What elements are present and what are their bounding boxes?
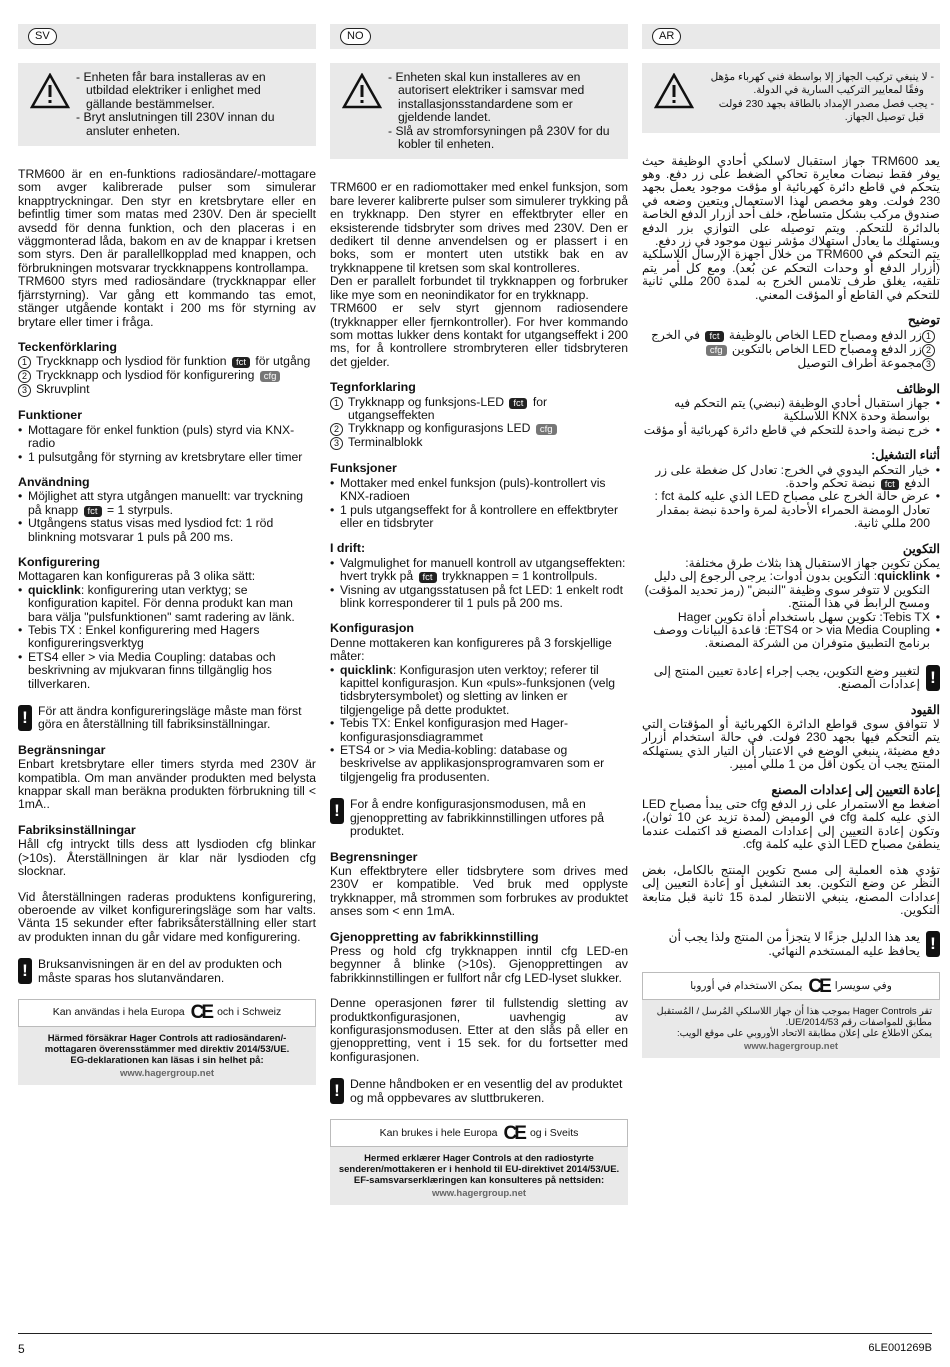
legend-item: 2 زر الدفع ومصباح LED الخاص بالتكوين cfg [642,343,940,357]
usage-item: • Möjlighet att styra utgången manuellt: var tryckning på knapp fct = 1 styrpuls. [18,490,316,517]
ce-mark-icon: CE [808,975,829,997]
usage-item: • عرض حالة الخرج على مصباح LED الذي عليه كلمة fct : تعادل الومضة الحمراء الأحادية لمرة واحدة نبضة بمقدار 200 مللي ثانية. [642,490,940,530]
column-no [330,24,628,1205]
exclamation-icon: ! [926,665,940,691]
fct-badge: fct [232,357,250,368]
factory-text: Vid återställningen raderas produktens konfigurering, oberoende av vilket konfigureringsläge som har valts. Vänta 15 sekunder efter fabriksåterställning eller start av produkten innan du går vidare med konfigurering. [18,889,316,944]
intro-text: يتم التحكم في TRM600 من خلال أجهزة الإرسال اللاسلكية (أزرار الدفع أو وحدات التحكم عن بُعد). ومع كل أمر يتم تلقيه، يغلق طرف تلامس الخرج به لمدة 200 مللي ثانية للتحكم في القاطع أو المؤقت المعني. [642,247,941,302]
factory-title: Gjenoppretting av fabrikkinnstilling [330,929,539,944]
ce-mark-icon: CE [503,1122,524,1144]
warning-triangle-icon [654,73,694,109]
legend-item: 1 Trykknapp og funksjons-LED fct for utgangseffekten [330,396,628,423]
legend-title: توضيح [907,313,940,328]
factory-text: Press og hold cfg trykknappen inntil cfg LED-en begynner å blinke (>10s). Gjenopprettingen av fabrikkinnstillingen er fullfort når cfg LED-lyset slukker. [330,943,628,985]
limits-text: Enbart kretsbrytare eller timers styrda med 230V är kompatibla. Om man använder produkten med belysta knappar skall man beräkna produkten förbrukning till < 1mA.. [18,757,316,812]
language-pill: SV [28,28,57,45]
config-intro: Mottagaren kan konfigureras på 3 olika sätt: [18,569,256,584]
intro-text: TRM600 er en radiomottaker med enkel funksjon, som bare leverer kalibrerte pulser som simulerer trykking på en trykknapp. Den styrer en effektbryter eller en eksisterende tidsbryter som drives med 230V. Den er dedikert til denne anvendelsen og er plassert i en boks, som er montert uten utstikk bak en av trykknappene til kretsen som skal kontrolleres. [330,180,628,275]
usage-item: • Visning av utgangsstatusen på fct LED: 1 enkelt rodt blink korresponderer til 1 puls på 200 ms. [330,584,628,611]
usage-title: Användning [18,474,90,489]
usage-item: • خيار التحكم اليدوي في الخرج: تعادل كل ضغطة على زر الدفع fct نبضة تحكم واحدة. [642,464,940,491]
quicklink-logo: quicklink [28,582,81,597]
quicklink-logo: quicklink [877,569,930,584]
factory-text: Denne operasjonen fører til fullstendig sletting av produktkonfigurasjonen, uavhengig av konfigurasjonsmodusen. Etter at den slås på eller en gjenoppretting, vent i 15 sek. for du fortsetter med konfigurasjonen. [330,996,628,1064]
intro-text: TRM600 er selv styrt gjennom radiosendere (trykknapper eller fjernkontroller). For hver kommando som mottas lukker dens kontakt for utgangseffekt i 200 ms, for å kontrollere strombryteren eller tidsbryteren det gjelder. [330,301,628,369]
usage-item: • Utgångens status visas med lysdiod fct: 1 röd blinkning motsvarar 1 puls på 200 ms. [18,517,316,544]
legend-item: 1 زر الدفع ومصباح LED الخاص بالوظيفة fct في الخرج [642,329,940,343]
note: ! يعد هذا الدليل جزءًا لا يتجزأ من المنتج ولذا يجب أن يحافظ عليه المستخدم النهائي. [642,931,940,958]
warning-box [18,63,316,146]
config-intro: يمكن تكوين جهاز الاستقبال هذا بثلاث طرق مختلفة: [685,555,940,570]
warning-triangle-icon [30,73,70,109]
config-item: • quicklink: Konfigurasjon uten verktoy; referer til kapittel konfigurasjon. Kun «puls»-funksjonen (velg tidsbrytersymbolet) og sletting av linken er tilgjengelige på dette produktet. [330,664,628,718]
legend [18,355,316,397]
intro-text: Den er parallelt forbundet til trykknappen og forbruker like mye som en neonindikator for en trykknapp. [330,274,628,302]
functions-title: Funktioner [18,408,83,423]
limits-title: Begränsningar [18,742,106,757]
legend-title: Teckenförklaring [18,339,117,354]
exclamation-icon: ! [330,798,344,824]
ce-block: وفي سويسرا CE يمكن الاستخدام في أوروبا تقر Hager Controls بموجب هذا أن جهاز اللاسلكي المُرسل / المُستقبل مطابق للمواصفات رقم 2014/53/UE. يمكن الاطلاع على إعلان مطابقة الاتحاد الأوروبي على موقع الويب: www.hagergroup.net [642,972,940,1058]
warning-item: - لا ينبغي تركيب الجهاز إلا بواسطة فني كهرباء مؤهل وفقًا لمعايير التركيب السارية في الدولة. [710,71,934,97]
limits-title: Begrensninger [330,849,418,864]
legend [642,329,940,371]
warning-item: - Slå av stromforsyningen på 230V for du kobler til enheten. [388,123,610,152]
website-url: www.hagergroup.net [119,1067,215,1079]
fct-badge: fct [705,331,723,342]
note: ! Bruksanvisningen är en del av produkten och måste sparas hos slutanvändaren. [18,958,316,985]
config-item: • ETS4 or > via Media-kobling: database og beskrivelse av applikasjonsprogramvaren som er tilgjengelig fra produsenten. [330,744,628,784]
config-title: Konfigurering [18,554,100,569]
ce-block: Kan användas i hela Europa CE och i Schweiz Härmed försäkrar Hager Controls att radiosändaren/-mottagaren överensstämmer med direktiv 2014/53/UE. EG-deklarationen kan läsas i sin helhet på: www.hagergroup.net [18,999,316,1085]
config-title: التكوين [902,541,940,556]
usage-item: • Valgmulighet for manuell kontroll av utgangseffekten: hvert trykk på fct trykknappen = 1 kontrollpuls. [330,557,628,584]
page-number: 5 [18,1342,25,1356]
legend [330,396,628,451]
config-item: • ETS4 or > via Media Coupling: قاعدة البيانات ووصف برنامج التطبيق متوفران من الشركة المصنعة. [642,624,940,651]
cfg-badge: cfg [260,371,281,382]
factory-text: Håll cfg intryckt tills dess att lysdioden cfg blinkar (>10s). Återställningen är klar när lysdioden cfg slocknar. [18,837,316,879]
exclamation-icon: ! [18,705,32,731]
warning-box [642,63,940,133]
language-pill: AR [652,28,681,45]
intro-text: يعد TRM600 جهاز استقبال لاسلكي أحادي الوظيفة حيث يوفر فقط نبضات معايرة تحاكي الضغط على زر دفع. وهو يتحكم في قاطع دائرة كهربائية أو مؤقت موجود يعمل بجهد 230 فولت. وهو مخصص لهذا الاستعمال ويتعين وضعه في صندوق مركب بشكل متساطح، خلف أحد أزرار الدفع الخاصة بالدائرة للتحكم. ويتم توصيله على التوازي بزر الدفع ويستهلك ما يعادل استهلاك مؤشر نيون موجود في زر دفع. [642,153,941,249]
exclamation-icon: ! [926,931,940,957]
column-sv [18,24,316,1085]
limits-title: القيود [910,702,940,717]
legend-item: 2 Trykknapp og konfigurasjons LED cfg [330,422,628,436]
ce-block: Kan brukes i hele Europa CE og i Sveits Hermed erklærer Hager Controls at den radiostyrte senderen/mottakeren er i henhold til EU-direktivet 2014/53/UE. EF-samsvarserklæringen kan konsulteres på nettsiden: www.hagergroup.net [330,1119,628,1205]
factory-title: Fabriksinställningar [18,822,136,837]
factory-title: إعادة التعيين إلى إعدادات المصنع [771,782,940,797]
fct-badge: fct [509,398,527,409]
function-item: • خرج نبضة واحدة للتحكم في قاطع دائرة كهربائية أو مؤقت [642,424,940,437]
functions-title: الوظائف [896,381,940,396]
function-item: • جهاز استقبال أحادي الوظيفة (نبضي) يتم التحكم فيه بواسطة وحدة KNX اللاسلكية [642,397,940,424]
config-item: • Tebis TX: Enkel konfigurasjon med Hager-konfigurasjonsdiagrammet [330,717,628,744]
config-title: Konfigurasjon [330,621,414,636]
config-item: • quicklink: konfigurering utan verktyg; se konfiguration kapitel. För denna produkt kan man bara välja "pulsfunktionen" samt radering av länk. [18,584,316,624]
config-intro: Denne mottakeren kan konfigureres på 3 forskjellige måter: [330,635,612,664]
function-item: • 1 puls utgangseffekt for å kontrollere en effektbryter eller en tidsbryter [330,504,628,531]
config-item: • ETS4 eller > via Media Coupling: databas och beskrivning av mjukvaran finns tillgänglig hos tillverkaren. [18,651,316,691]
warning-triangle-icon [342,73,382,109]
note: ! لتغيير وضع التكوين، يجب إجراء إعادة تعيين المنتج إلى إعدادات المصنع. [642,665,940,692]
config-item: • Tebis TX: تكوين سهل باستخدام أداة تكوين Hager [642,611,940,624]
exclamation-icon: ! [330,1078,344,1104]
factory-text: تؤدي هذه العملية إلى مسح تكوين المنتج بالكامل، بغض النظر عن وضع التكوين. بعد التشغيل أو إعادة التعيين إلى إعدادات المصنع، ينبغي الانتظار لمدة 15 ثانية قبل متابعة التكوين. [642,862,940,917]
factory-text: اضغط مع الاستمرار على زر الدفع cfg حتى يبدأ مصباح LED الذي عليه كلمة cfg في الوميض (لمدة تزيد عن 10 ثوان)، وتكون إعادة التعيين إلى إعدادات المصنع قد اكتملت عندما ينطفئ مصباح LED الذي عليه كلمة cfg. [642,797,941,852]
legend-item: 1 Tryckknapp och lysdiod för funktion fct för utgång [18,355,316,369]
exclamation-icon: ! [18,958,32,984]
warning-item: - Bryt anslutningen till 230V innan du ansluter enheten. [76,110,275,138]
config-item: • quicklink: التكوين بدون أدوات: يرجى الرجوع إلى دليل التكوين لا تتوفر سوى وظيفة "النبض" (رمز تحديد المؤقت) ومسح الرابط في هذا المنتج. [642,570,940,610]
website-url: www.hagergroup.net [431,1188,527,1199]
warning-box [330,63,628,159]
legend-item: 3 مجموعة أطراف التوصيل [642,357,940,371]
ce-mark-icon: CE [190,1002,212,1024]
note: ! For å endre konfigurasjonsmodusen, må en gjenoppretting av fabrikkinnstillingen utfores på produktet. [330,798,628,838]
legend-item: 2 Tryckknapp och lysdiod för konfigurering cfg [18,369,316,383]
quicklink-logo: quicklink [340,662,393,677]
document-code: 6LE001269B [868,1342,932,1354]
cfg-badge: cfg [706,345,727,356]
language-bar [18,24,316,49]
legend-item: 3 Terminalblokk [330,436,628,450]
language-pill: NO [340,28,371,45]
website-url: www.hagergroup.net [743,1041,839,1053]
config-item: • Tebis TX : Enkel konfigurering med Hagers konfigureringsverktyg [18,624,316,651]
cfg-badge: cfg [536,424,557,435]
limits-text: لا تتوافق سوى قواطع الدائرة الكهربائية أو المؤقتات التي يتم التحكم فيها بجهد 230 فولت. في حالة استخدام أزرار دفع مضيئة، ينبغي الوضع في الاعتبار أن التيار الذي يستهلكه المنتج يجب أن يكون أقل من 1 مللي أمبير. [642,717,940,772]
function-item: • Mottagare för enkel funktion (puls) styrd via KNX-radio [18,424,316,451]
intro-text: TRM600 styrs med radiosändare (tryckknappar eller fjärrstyrning). Var gång ett kommando tas emot, stänger utgående kontakt i 200 ms för styrning av brytare eller timer i fråga. [18,274,316,329]
page-footer [18,1333,932,1356]
legend-title: Tegnforklaring [330,380,416,395]
limits-text: Kun effektbrytere eller tidsbrytere som drives med 230V er kompatible. Ved bruk med opplyste trykknapper, må strommen som forbrukes av produktet anses som < enn 1mA. [330,863,628,919]
warning-item: - Enheten får bara installeras av en utbildad elektriker i enlighet med gällande bestämmelser. [76,70,266,111]
function-item: • Mottaker med enkel funksjon (puls)-kontrollert vis KNX-radioen [330,477,628,504]
intro-text: TRM600 är en en-funktions radiosändare/-mottagare som avger kalibrerade pulser som simulerar knapptryckningar. Den styr en kretsbrytare eller en befintlig timer som matas med 230V. Den är speciellt avsedd för denna funktion, och den placeras i en väggmonterad låda, bakom en av de knappar i kretsen som styrs. Den är parallellkopplad med knappen, och förbrukningen motsvarar tryckknappens kontrollampa. [18,167,316,275]
column-ar [642,24,940,1058]
warning-item: - يجب فصل مصدر الإمداد بالطاقة بجهد 230 فولت قبل توصيل الجهاز. [718,97,934,124]
note: ! Denne håndboken er en vesentlig del av produktet og må oppbevares av sluttbrukeren. [330,1078,628,1105]
warning-item: - Enheten skal kun installeres av en autorisert elektriker i samsvar med installasjonsstandardene som er gjeldende landet. [388,70,585,125]
usage-title: أثناء التشغيل: [871,448,940,463]
function-item: • 1 pulsutgång för styrning av kretsbrytare eller timer [18,451,316,464]
usage-title: I drift: [330,541,366,556]
language-bar [330,24,628,49]
language-bar [642,24,940,49]
legend-item: 3 Skruvplint [18,383,316,397]
note: ! För att ändra konfigureringsläge måste man först göra en återställning till fabriksinställningar. [18,705,316,732]
functions-title: Funksjoner [330,461,397,476]
